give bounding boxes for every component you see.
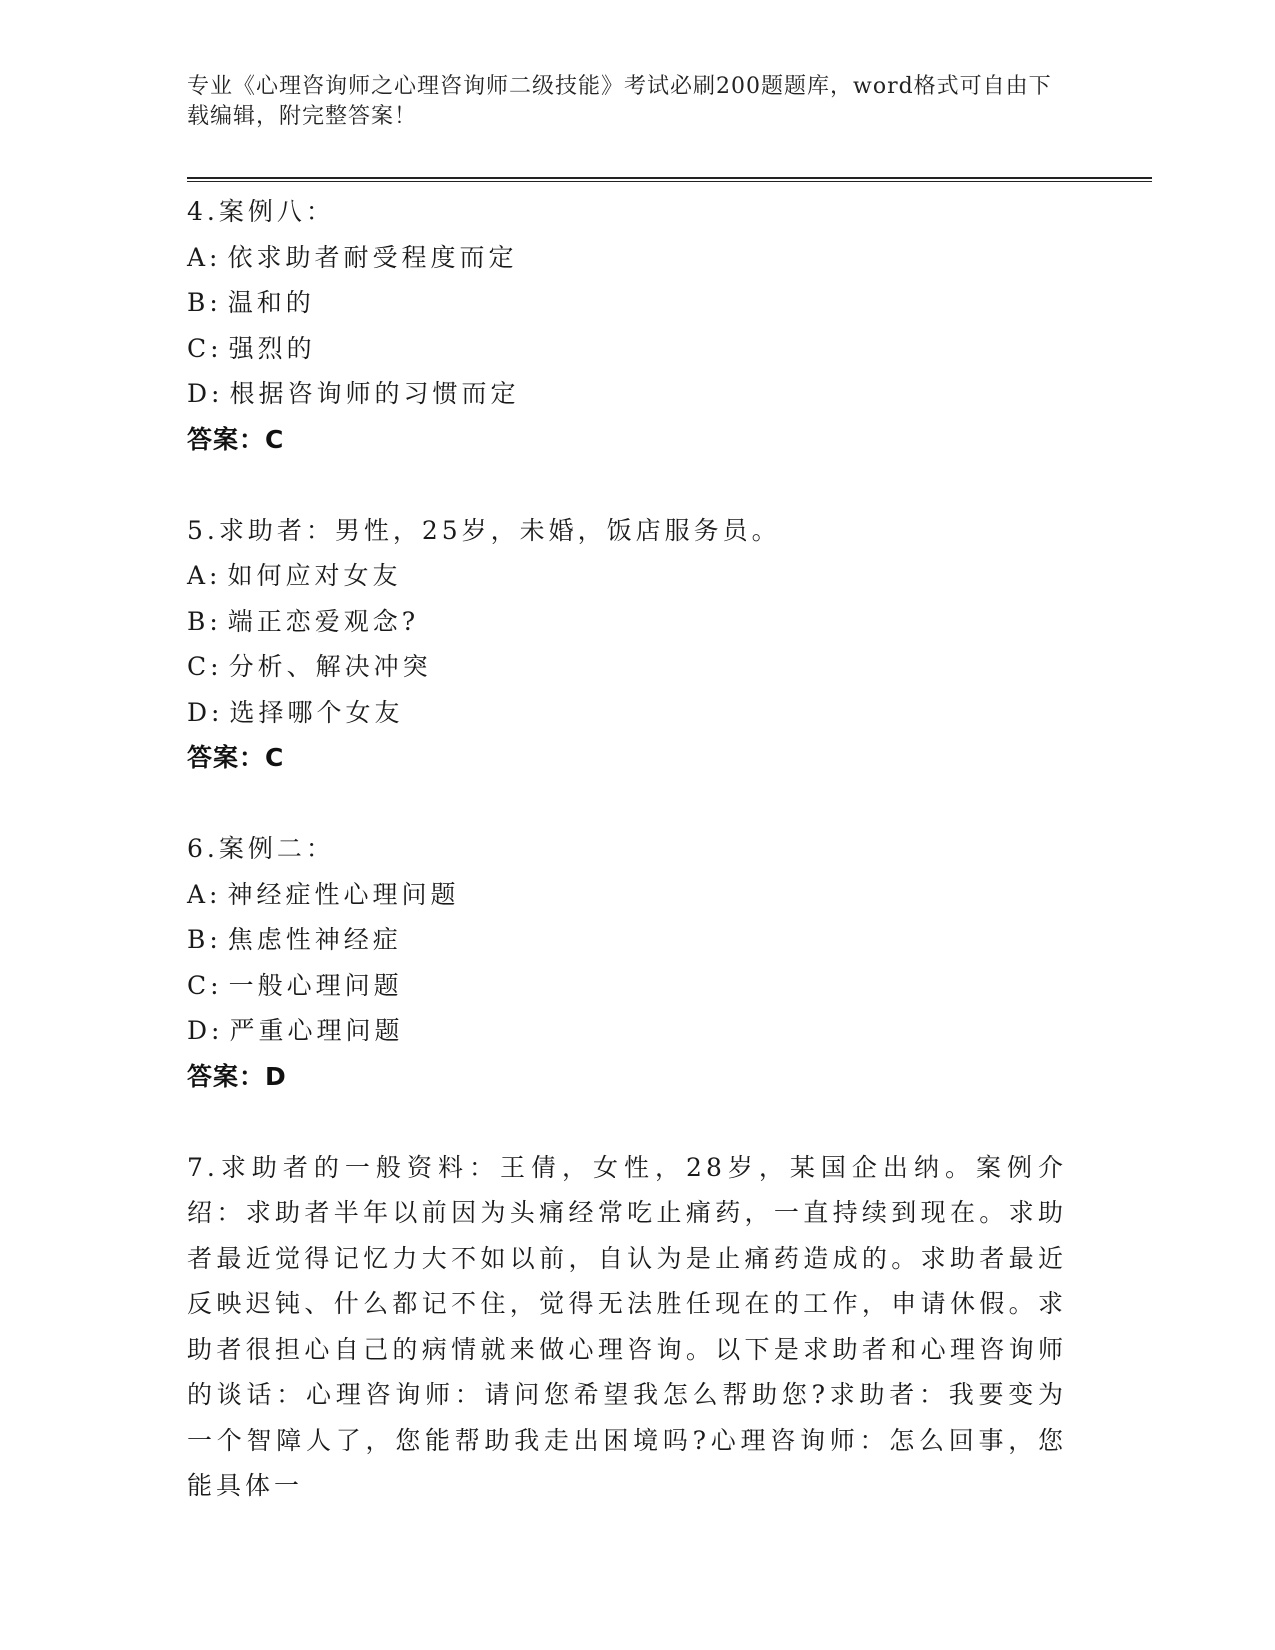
option-letter: B: xyxy=(187,606,222,636)
option-text: 依求助者耐受程度而定 xyxy=(227,242,518,272)
option-text: 选择哪个女友 xyxy=(229,697,404,727)
option-a xyxy=(187,553,1077,599)
question-list xyxy=(187,189,1077,1554)
option-letter: C: xyxy=(187,970,223,1000)
option-letter: D: xyxy=(187,379,224,408)
option-d xyxy=(187,690,1077,736)
question-stem: 5.求助者：男性，25岁，未婚，饭店服务员。 xyxy=(187,515,781,545)
option-text: 根据咨询师的习惯而定 xyxy=(229,379,520,408)
option-letter: A: xyxy=(187,879,222,909)
option-text: 如何应对女友 xyxy=(227,561,402,590)
option-c xyxy=(187,963,1077,1009)
option-letter: C: xyxy=(187,333,223,363)
option-text: 端正恋爱观念? xyxy=(227,606,420,636)
option-letter: A: xyxy=(187,242,222,272)
option-a xyxy=(187,872,1077,918)
document-title: 专业《心理咨询师之心理咨询师二级技能》考试必刷200题题库，word格式可自由下载编辑，附完整答案！ xyxy=(187,74,1052,129)
option-d xyxy=(187,1008,1077,1054)
option-a xyxy=(187,235,1077,281)
answer: 答案：D xyxy=(187,1061,287,1091)
option-text: 温和的 xyxy=(227,288,315,317)
document-header xyxy=(187,72,1067,132)
option-d xyxy=(187,371,1077,417)
question-6 xyxy=(187,826,1077,1099)
question-stem: 4.案例八： xyxy=(187,197,335,226)
question-stem: 7.求助者的一般资料：王倩，女性，28岁，某国企出纳。案例介绍：求助者半年以前因为头痛经常吃止痛药，一直持续到现在。求助者最近觉得记忆力大不如以前，自认为是止痛药造成的。求助者最近反映迟钝、什么都记不住，觉得无法胜任现在的工作，申请休假。求助者很担心自己的病情就来做心理咨询。以下是求助者和心理咨询师的谈话：心理咨询师：请问您希望我怎么帮助您?求助者：我要变为一个智障人了，您能帮助我走出困境吗?心理咨询师：怎么回事，您能具体一 xyxy=(187,1152,1067,1500)
question-5 xyxy=(187,508,1077,781)
answer: 答案：C xyxy=(187,424,285,454)
option-text: 严重心理问题 xyxy=(229,1016,404,1045)
option-b xyxy=(187,917,1077,963)
option-letter: B: xyxy=(187,288,222,317)
question-7 xyxy=(187,1145,1077,1509)
header-divider xyxy=(187,177,1152,182)
option-text: 神经症性心理问题 xyxy=(227,879,460,909)
option-text: 分析、解决冲突 xyxy=(228,652,432,681)
option-letter: D: xyxy=(187,697,224,727)
option-c xyxy=(187,326,1077,372)
option-letter: D: xyxy=(187,1016,224,1045)
option-c xyxy=(187,644,1077,690)
option-letter: A: xyxy=(187,561,222,590)
option-b xyxy=(187,599,1077,645)
question-4 xyxy=(187,189,1077,462)
option-text: 强烈的 xyxy=(228,333,316,363)
answer: 答案：C xyxy=(187,743,285,772)
option-letter: C: xyxy=(187,652,223,681)
option-letter: B: xyxy=(187,925,222,954)
option-text: 焦虑性神经症 xyxy=(227,925,402,954)
option-text: 一般心理问题 xyxy=(228,970,403,1000)
question-stem: 6.案例二： xyxy=(187,834,335,863)
option-b xyxy=(187,280,1077,326)
